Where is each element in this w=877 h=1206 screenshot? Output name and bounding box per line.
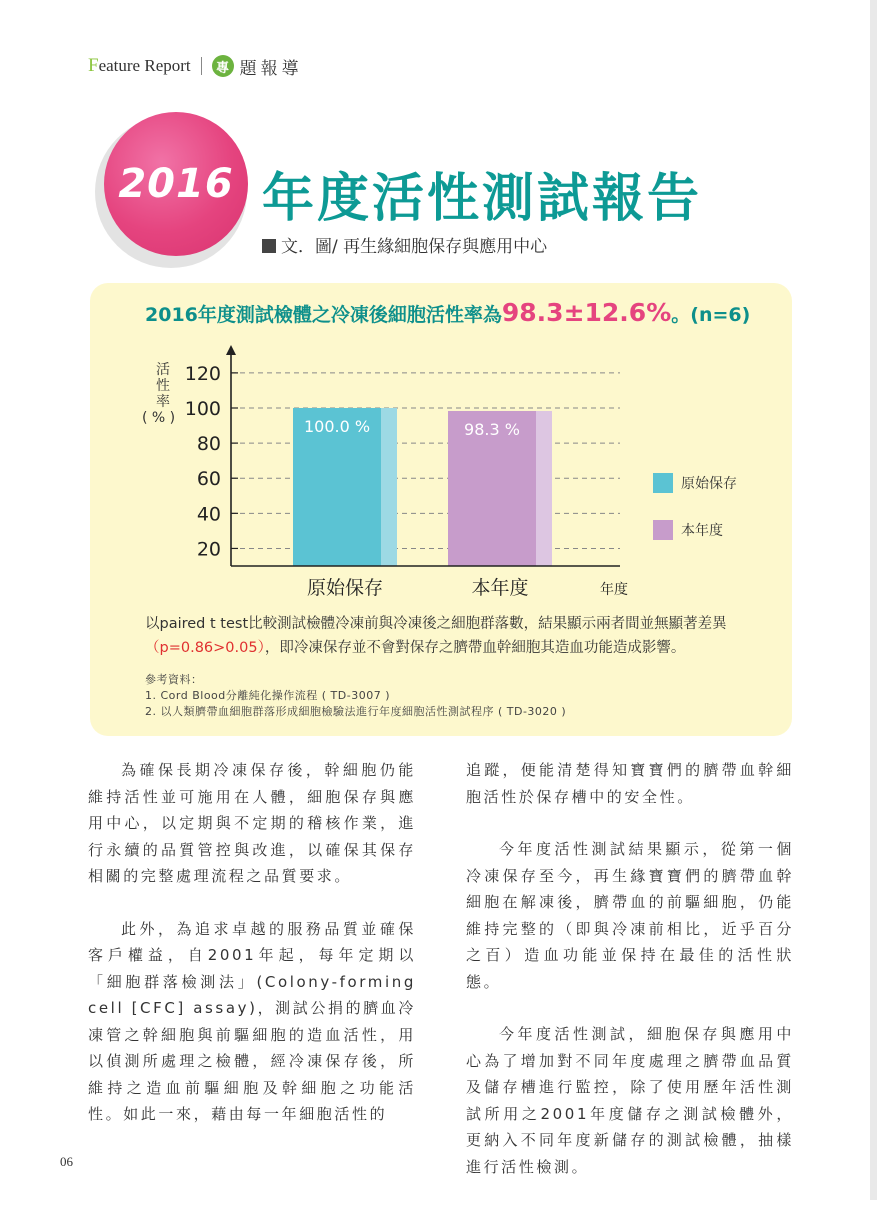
byline-text: 文．圖/ 再生緣細胞保存與應用中心 [281, 237, 548, 257]
x-tick-label: 原始保存 [306, 577, 384, 599]
page-number: 06 [60, 1154, 73, 1169]
paragraph: 為確保長期冷凍保存後，幹細胞仍能維持活性並可施用在人體，細胞保存與應用中心，以定期與不定期的稽核作業，進行永續的品質管控與改進，以確保其保存相關的完整處理流程之品質要求。 [88, 761, 416, 885]
year-badge-text: 2016 [118, 161, 234, 207]
y-axis-label: 活性率 [156, 362, 170, 410]
paragraph: 今年度活性測試，細胞保存與應用中心為了增加對不同年度處理之臍帶血品質及儲存槽進行監控，除了使用歷年活性測試所用之2001年度儲存之測試檢體外，更納入不同年度新儲存的測試檢體，抽樣進行活性檢測。 [466, 1025, 794, 1176]
body-column-right [466, 757, 794, 1206]
paragraph: 此外，為追求卓越的服務品質並確保客戶權益，自2001年起，每年定期以「細胞群落檢測法」(Colony-forming cell [CFC] assay)，測試公捐的臍血冷凍管之幹細胞與前驅細胞的造血活性，用以偵測所處理之檢體，經冷凍保存後，所維持之造血前驅細胞及幹細胞之功能活性。如此一來，藉由每一年細胞活性的 [88, 919, 416, 1123]
legend-item-original: 原始保存 [653, 473, 737, 493]
y-axis-arrow [226, 345, 236, 355]
chart-note: 以paired t test比較測試檢體冷凍前與冷凍後之細胞群落數，結果顯示兩者間並無顯著差異 （p=0.86>0.05），即冷凍保存並不會對保存之臍帶血幹細胞其造血功能造成影響。 [145, 616, 727, 656]
legend-swatch [653, 520, 673, 540]
bar-value-label: 98.3 % [464, 419, 520, 439]
paragraph: 今年度活性測試結果顯示，從第一個冷凍保存至今，再生緣寶寶們的臍帶血幹細胞在解凍後，臍帶血的前驅細胞，仍能維持完整的（即與冷凍前相比，近乎百分之百）造血功能並保持在最佳的活性狀態。 [466, 840, 794, 991]
x-axis-label: 年度 [600, 582, 628, 598]
y-tick-label: 20 [196, 538, 221, 561]
chart-title: 2016年度測試檢體之冷凍後細胞活性率為98.3±12.6%。(n=6) [145, 298, 751, 327]
bar-shade [381, 408, 397, 566]
reference-item: 1. Cord Blood分離純化操作流程 ( TD-3007 ) [145, 689, 390, 702]
bar-shade [536, 411, 552, 566]
references: 參考資料： 1. Cord Blood分離純化操作流程 ( TD-3007 ) 2. 以人類臍帶血細胞群落形成細胞檢驗法進行年度細胞活性測試程序 ( TD-3020 ) [145, 673, 567, 718]
paragraph: 追蹤，便能清楚得知寶寶們的臍帶血幹細胞活性於保存槽中的安全性。 [466, 761, 794, 806]
x-tick-label: 本年度 [471, 577, 529, 599]
y-tick-label: 100 [184, 398, 221, 420]
page-title: 年度活性測試報告 [262, 169, 703, 229]
p-value: （p=0.86>0.05） [145, 640, 265, 656]
y-axis-unit: ( % ) [142, 410, 176, 426]
y-tick-label: 120 [184, 362, 221, 385]
feature-report-label: Feature Report [88, 55, 191, 76]
y-tick-label: 60 [196, 468, 221, 491]
bar-value-label: 100.0 % [303, 417, 371, 436]
reference-item: 2. 以人類臍帶血細胞群落形成細胞檢驗法進行年度細胞活性測試程序 ( TD-3020 ) [145, 705, 567, 718]
body-column-left [88, 757, 416, 1154]
legend-item-this-year: 本年度 [653, 520, 723, 540]
y-tick-label: 40 [196, 503, 221, 526]
section-circle-icon: 專 [212, 55, 234, 77]
y-tick-label: 80 [196, 433, 221, 456]
legend-swatch [653, 473, 673, 493]
section-label: 題報導 [239, 58, 303, 79]
